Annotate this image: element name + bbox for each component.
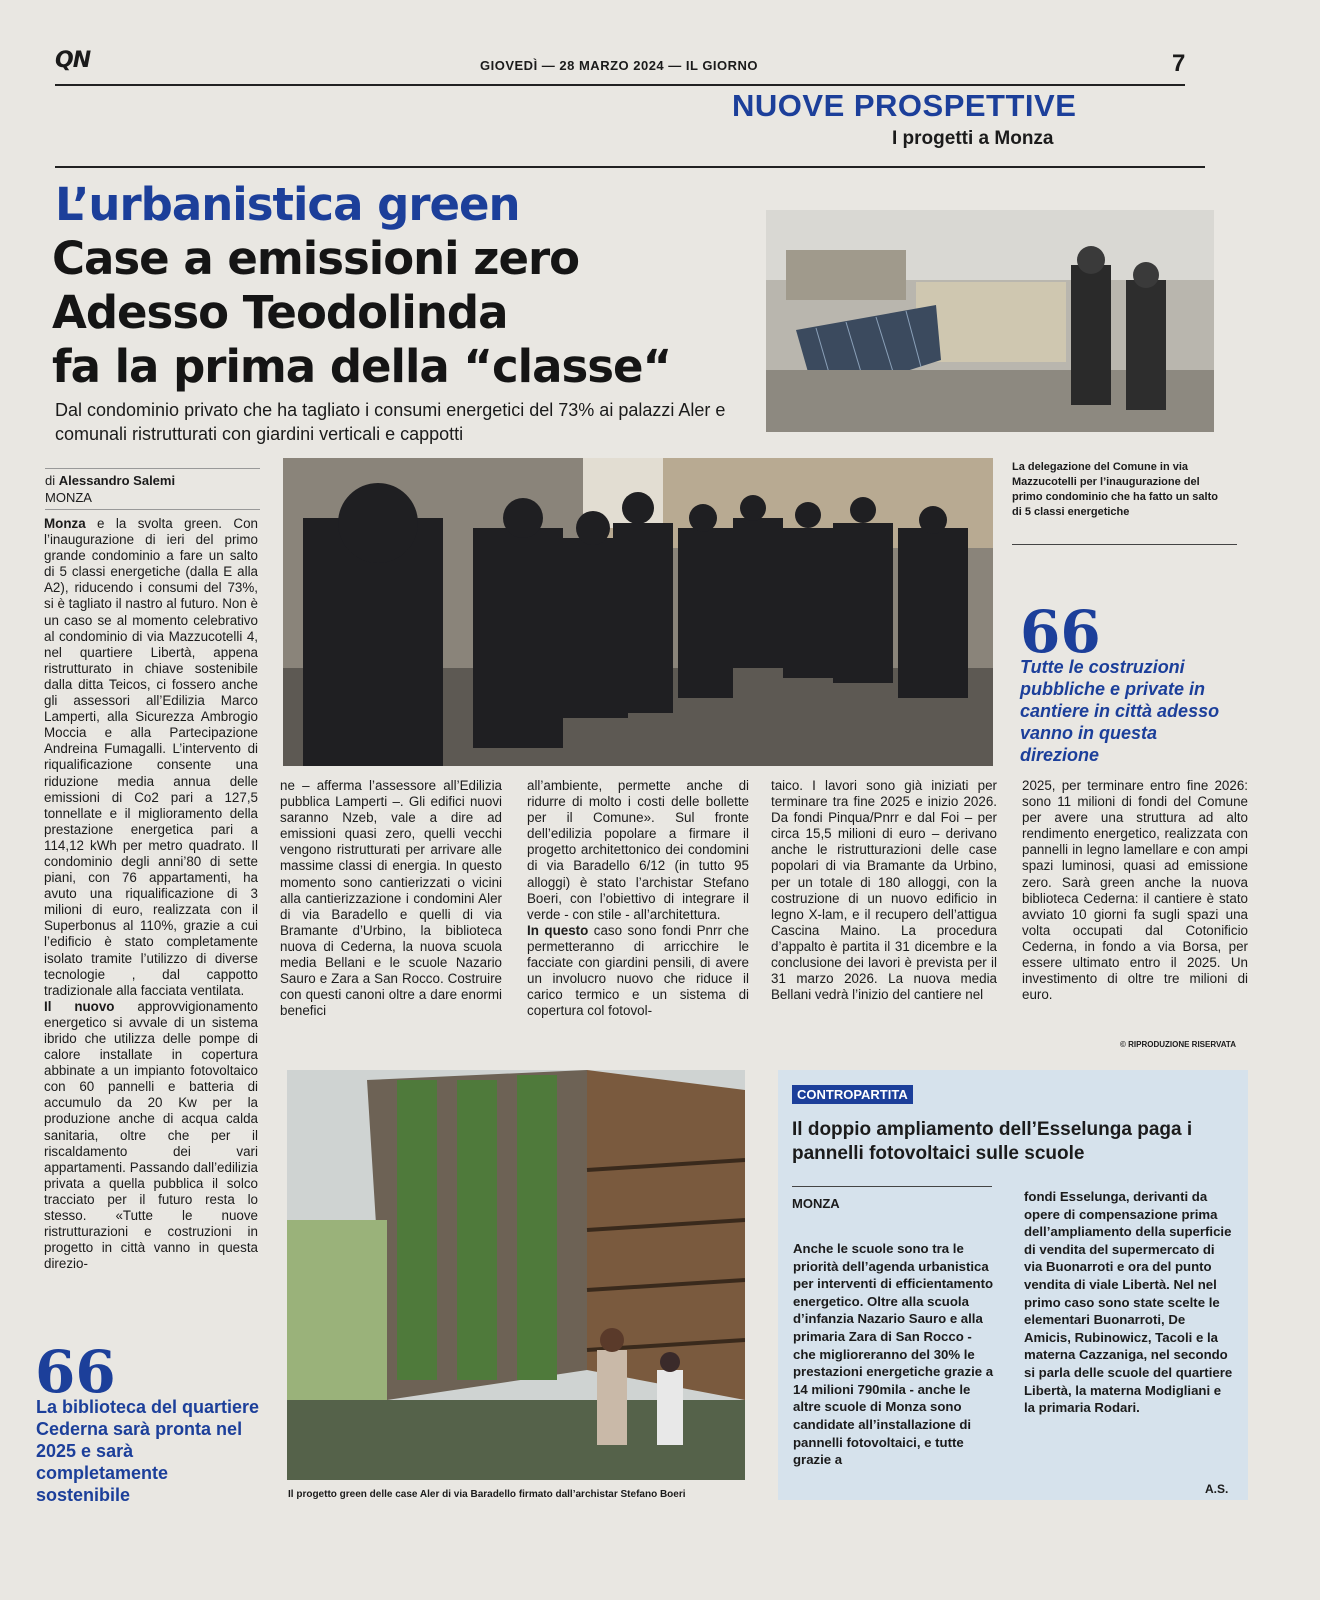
rooftop-photo-drawing [766, 210, 1214, 432]
article-kicker: L’urbanistica green [55, 178, 520, 231]
page-number: 7 [1172, 50, 1186, 77]
top-rule [55, 84, 1185, 86]
column-text: e la svolta green. Con l’inaugurazione di ieri del primo grande condominio a fare un salto di 5 classi energetiche (dalla E alla A2), riducendo i consumi del 73%, si è tagliato il nastro al futuro. Non è un caso se al momento celebrativo al condominio di via Mazzucotelli 4, nel quartiere Libertà, appena ristrutturato in chiave sostenibile dalla ditta Teicos, ci fossero anche gli assessori all’Edilizia Marco Lamperti, alla Sicurezza Ambrogio Moccia e alla Partecipazione Andreina Fumagalli. L’intervento di riqualificazione consente una riduzione media annua delle emissioni di Co2 pari a 127,5 tonnellate e il miglioramento della prestazione energetica pari a 114,12 kWh per metro quadrato. Il condominio degli anni’80 di sette piani, con 76 appartamenti, ha avuto una riqualificazione di 3 milioni di euro, realizzata con il Superbonus al 110%, grazie a cui l’edificio è stato completamente isolato tramite l’utilizzo di diverse tecnologie , dal cappotto tradizionale alla facciata ventilata. [44, 516, 258, 998]
section-rule [55, 166, 1205, 168]
sidebar-tag: CONTROPARTITA [792, 1085, 913, 1104]
article-column-5: 2025, per terminare entro fine 2026: sono 11 milioni di fondi del Comune per avere una struttura ad alto rendimento energetico, realizzata con pannelli in legno lamellare e con ampi spazi luminosi, quasi ad emissione zero. Sarà green anche la nuova biblioteca Cederna: il cantiere è stato avviato 10 giorni fa sugli spazi una volta occupati dal Cotonificio Cederna, in fondo a via Borsa, per essere ultimato entro il 2025. Un investimento di oltre tre milioni di euro. [1022, 778, 1248, 1003]
byline-place: MONZA [45, 490, 92, 505]
lead-word: Anche [793, 1241, 834, 1256]
render-photo-drawing [287, 1070, 745, 1480]
article-column-4: taico. I lavori sono già iniziati per terminare tra fine 2025 e inizio 2026. Da fondi Pinqua/Pnrr e dal Foi – per circa 15,5 milioni di euro – derivano anche le ristrutturazioni delle case popolari di via Bramante da Urbino, per un totale di 180 alloggi, con la costruzione di un nuovo edificio in legno X-lam, e il recupero dell’attigua Cascina Maino. La procedura d’appalto è partita il 31 dicembre e la conclusione dei lavori è prevista per il 31 marzo 2026. La nuova media Bellani vedrà l’inizio del cantiere nel [771, 778, 997, 1003]
article-column-3 [527, 778, 749, 1019]
sidebar-place: MONZA [792, 1196, 840, 1211]
sidebar-column-2: fondi Esselunga, derivanti da opere di compensazione prima dell’ampliamento della superficie di vendita del supermercato di via Buonarroti e ora del punto vendita di viale Libertà. Nel nel primo caso sono state scelte le elementari Buonarroti, De Amicis, Rubinowicz, Tacoli e la materna Cazzaniga, nel secondo si parla delle scuole del quartiere Libertà, la materna Modigliani e la primaria Rodari. [1024, 1189, 1233, 1416]
headline-line: Case a emissioni zero [52, 232, 580, 285]
delegation-photo-drawing [283, 458, 993, 766]
sidebar-headline: Il doppio ampliamento dell’Esselunga paga i pannelli fotovoltaici sulle scuole [792, 1119, 1193, 1164]
pull-quote-1: Tutte le costruzioni pubbliche e private in cantiere in città adesso vanno in questa direzione [1020, 657, 1220, 765]
render-photo [287, 1070, 745, 1480]
rooftop-photo [766, 210, 1214, 432]
copyright-note: © RIPRODUZIONE RISERVATA [1120, 1040, 1236, 1049]
delegation-photo [283, 458, 993, 766]
column-text: all’ambiente, permette anche di ridurre di molto i costi delle bollette per il Comune». Sul fronte dell’edilizia popolare a firmare il progetto architettonico dei condomini di via Baradello 6/12 (in tutto 95 alloggi) è stato l’archistar Stefano Boeri, con l’obiettivo di integrare il verde - con stile - all’architettura. [527, 778, 749, 922]
lead-word: Il nuovo [44, 998, 115, 1014]
pull-quote-2: La biblioteca del quartiere Cederna sarà pronta nel 2025 e sarà completamente sostenibile [36, 1397, 260, 1505]
lead-word: In questo [527, 922, 589, 938]
quote-mark-icon: 66 [1020, 598, 1101, 666]
headline-line: fa la prima della “classe“ [52, 340, 672, 393]
sidebar-column-1 [793, 1240, 998, 1469]
sidebar-signature: A.S. [1205, 1482, 1229, 1496]
article-headline [52, 232, 671, 394]
byline [45, 468, 260, 510]
column-text: approvvigionamento energetico si avvale di un sistema ibrido che utilizza delle pompe di calore installate in copertura abbinate a un impianto fotovoltaico con 60 pannelli e batteria di accumulo da 20 Kw per la produzione anche di acqua calda sanitaria, oltre che per il riscaldamento dei vari appartamenti. Passando dall’edilizia privata a quella pubblica il solco tracciato per il futuro resta lo stesso. «Tutte le nuove ristrutturazioni e costruzioni in progetto in città vanno in questa direzio- [44, 998, 258, 1272]
article-column-1 [44, 516, 258, 1272]
lead-word: Monza [44, 516, 86, 531]
caption-rule [1012, 544, 1237, 545]
column-text: caso sono fondi Pnrr che permetteranno di arricchire le facciate con giardini pensili, di avere un involucro nuovo che riduce il carico termico e un sistema di copertura col fotovol- [527, 922, 749, 1019]
headline-line: Adesso Teodolinda [52, 286, 508, 339]
dateline: GIOVEDÌ — 28 MARZO 2024 — IL GIORNO [480, 58, 759, 73]
article-summary: Dal condominio privato che ha tagliato i consumi energetici del 73% ai palazzi Aler e comunali ristrutturati con giardini verticali e cappotti [55, 400, 726, 444]
byline-author: Alessandro Salemi [58, 473, 176, 488]
publisher-logo: QN [55, 48, 91, 73]
render-caption: Il progetto green delle case Aler di via Baradello firmato dall’archistar Stefano Boeri [288, 1489, 686, 1500]
delegation-caption: La delegazione del Comune in via Mazzucotelli per l’inaugurazione del primo condominio che ha fatto un salto di 5 classi energetiche [1012, 461, 1218, 518]
column-text: le scuole sono tra le priorità dell’agenda urbanistica per interventi di efficientamento energetico. Oltre alla scuola d’infanzia Nazario Sauro e alla primaria Zara di San Rocco - che miglioreranno del 30% le prestazioni energetiche grazie a 14 milioni 790mila - anche le altre scuole di Monza sono candidate all’installazione di pannelli fotovoltaici, e tutte grazie a [793, 1241, 994, 1468]
quote-mark-icon: 66 [35, 1338, 116, 1406]
article-column-2: ne – afferma l’assessore all’Edilizia pubblica Lamperti –. Gli edifici nuovi saranno Nzeb, vale a dire ad emissioni quasi zero, quelli vecchi vengono ristrutturati per arrivare alle massime classi di energia. In questo momento sono cantierizzati o vicini alla cantierizzazione i condomini Aler di via Baradello e quelli di via Bramante d’Urbino, la biblioteca nuova di Cederna, la nuova scuola media Bellani e le scuole Nazario Sauro e Zara a San Rocco. Costruire con questi canoni oltre a dare enormi benefici [280, 778, 502, 1019]
section-subtitle: I progetti a Monza [892, 128, 1054, 149]
sidebar-rule [792, 1186, 992, 1187]
byline-prefix: di [45, 473, 56, 488]
section-title: NUOVE PROSPETTIVE [732, 88, 1077, 123]
